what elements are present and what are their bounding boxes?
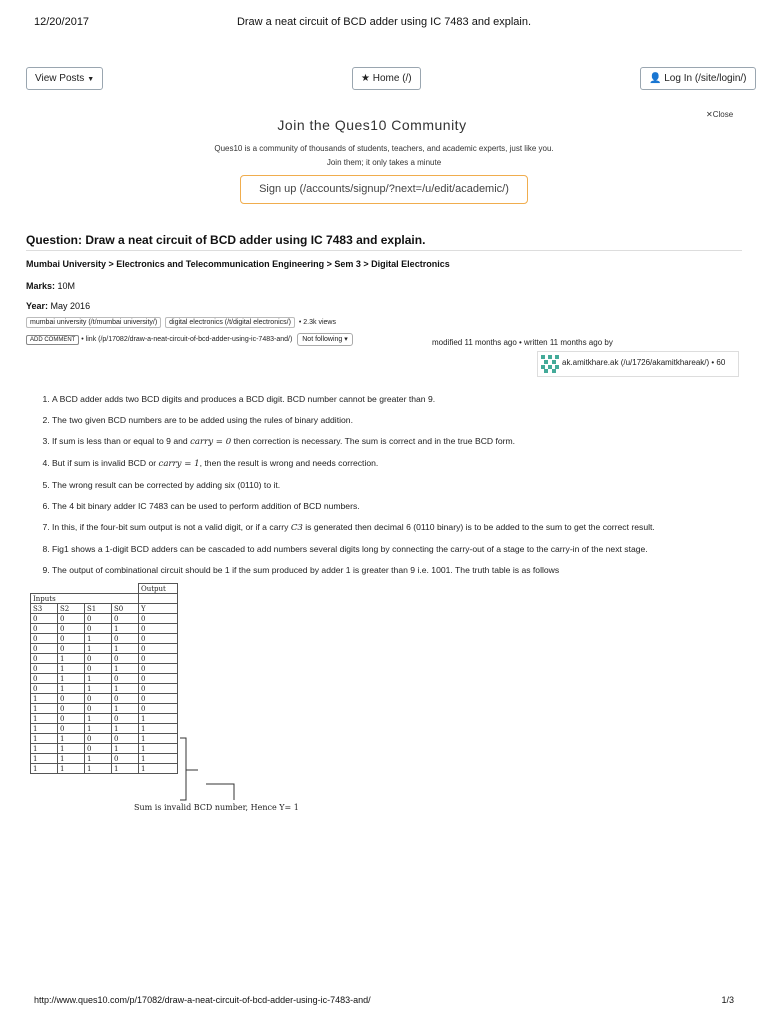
follow-label: Not following: [302, 336, 343, 343]
table-row: [31, 764, 178, 774]
item-text: In this, if the four-bit sum output is not a valid digit, or if a carry: [52, 522, 291, 532]
follow-dropdown[interactable]: [297, 333, 353, 346]
table-cell: 1: [139, 714, 178, 724]
print-date: 12/20/2017: [34, 16, 90, 28]
table-cell: 1: [58, 754, 85, 764]
permalink[interactable]: • link (/p/17082/draw-a-neat-circuit-of-bcd-adder-using-ic-7483-and/): [81, 336, 293, 343]
table-cell: 1: [112, 724, 139, 734]
item-text: , then the result is wrong and needs correction.: [199, 458, 379, 468]
post-info: modified 11 months ago • written 11 months ago by: [432, 338, 613, 347]
login-label: Log In (/site/login/): [664, 73, 747, 84]
item-text: The two given BCD numbers are to be added using the rules of binary addition.: [52, 415, 353, 425]
add-comment-button[interactable]: ADD COMMENT: [26, 335, 79, 345]
item-text: If sum is less than or equal to 9 and: [52, 436, 191, 446]
column-header: Y: [139, 604, 178, 614]
table-cell: 1: [85, 644, 112, 654]
column-header: S2: [58, 604, 85, 614]
item-text: The wrong result can be corrected by adding six (0110) to it.: [52, 480, 281, 490]
answer-list: [26, 394, 768, 586]
table-cell: 1: [85, 754, 112, 764]
login-button[interactable]: [640, 67, 756, 90]
footer-url: http://www.ques10.com/p/17082/draw-a-neat-circuit-of-bcd-adder-using-ic-7483-and/: [34, 995, 371, 1005]
table-cell: 0: [85, 734, 112, 744]
table-cell: 0: [112, 734, 139, 744]
user-icon: 👤: [649, 73, 662, 84]
table-cell: 0: [85, 614, 112, 624]
table-cell: 1: [85, 634, 112, 644]
table-cell: 0: [139, 694, 178, 704]
star-icon: ★: [361, 73, 370, 84]
table-cell: 0: [112, 674, 139, 684]
table-cell: 1: [139, 744, 178, 754]
view-posts-label: View Posts: [35, 73, 85, 84]
table-cell: 1: [139, 724, 178, 734]
table-cell: 0: [31, 644, 58, 654]
caret-down-icon: ▼: [87, 76, 95, 83]
list-item: [52, 522, 768, 533]
table-row: [31, 654, 178, 664]
join-desc-line2: Join them; it only takes a minute: [326, 158, 442, 167]
table-row: [31, 714, 178, 724]
truth-table: [30, 583, 178, 774]
table-cell: 1: [112, 644, 139, 654]
year-value: May 2016: [50, 301, 91, 311]
table-row: [31, 674, 178, 684]
marks-label: Marks:: [26, 281, 56, 291]
table-cell: 1: [31, 714, 58, 724]
table-cell: 1: [139, 754, 178, 764]
table-cell: 1: [112, 684, 139, 694]
table-cell: 0: [139, 624, 178, 634]
table-subheader: [31, 594, 178, 604]
table-row: [31, 634, 178, 644]
marks-value: 10M: [57, 281, 76, 291]
table-cell: 1: [112, 664, 139, 674]
avatar: [540, 354, 560, 374]
list-item: [52, 544, 768, 554]
table-cell: 0: [112, 694, 139, 704]
table-row: [31, 704, 178, 714]
table-cell: 1: [85, 764, 112, 774]
table-row: [31, 754, 178, 764]
tag-digital-electronics[interactable]: digital electronics (/t/digital electronics/): [165, 317, 295, 328]
table-cell: 0: [112, 654, 139, 664]
print-title: Draw a neat circuit of BCD adder using IC 7483 and explain.: [236, 16, 532, 28]
table-cell: 1: [85, 724, 112, 734]
table-cell: 0: [85, 664, 112, 674]
marks-row: [26, 281, 75, 291]
table-cell: 0: [139, 634, 178, 644]
table-cell: 1: [31, 754, 58, 764]
table-group-header: [31, 584, 178, 594]
table-cell: 0: [139, 704, 178, 714]
table-row: [31, 684, 178, 694]
table-cell: 1: [31, 704, 58, 714]
table-cell: 0: [58, 634, 85, 644]
table-row: [31, 724, 178, 734]
item-text: The 4 bit binary adder IC 7483 can be used to perform addition of BCD numbers.: [52, 501, 360, 511]
output-header: Output: [139, 584, 178, 594]
table-cell: 0: [31, 634, 58, 644]
table-cell: 1: [58, 744, 85, 754]
table-cell: 0: [139, 684, 178, 694]
table-cell: 0: [58, 704, 85, 714]
table-cell: 0: [112, 634, 139, 644]
table-cell: 1: [31, 744, 58, 754]
table-cell: 1: [139, 764, 178, 774]
table-cell: 0: [58, 724, 85, 734]
table-cell: 0: [31, 614, 58, 624]
column-header: S1: [85, 604, 112, 614]
table-cell: 0: [139, 664, 178, 674]
column-header: S3: [31, 604, 58, 614]
list-item: [52, 436, 768, 447]
table-cell: 1: [31, 764, 58, 774]
view-posts-button[interactable]: [26, 67, 103, 90]
table-cell: 0: [139, 674, 178, 684]
table-cell: 1: [85, 684, 112, 694]
table-cell: 0: [85, 624, 112, 634]
table-row: [31, 664, 178, 674]
divider: [26, 250, 742, 251]
inputs-header: [31, 584, 139, 594]
table-cell: 0: [58, 714, 85, 724]
table-cell: 0: [31, 674, 58, 684]
truth-table-note: Sum is invalid BCD number, Hence Y= 1: [134, 803, 299, 812]
table-cell: 1: [31, 734, 58, 744]
tag-mumbai-university[interactable]: mumbai university (/t/mumbai university/): [26, 317, 161, 328]
table-cell: 1: [85, 714, 112, 724]
table-row: [31, 744, 178, 754]
page-number: 1/3: [721, 995, 734, 1005]
home-label: Home (/): [372, 73, 412, 84]
table-cell: 0: [31, 654, 58, 664]
column-header-row: [31, 604, 178, 614]
item-text: then correction is necessary. The sum is correct and in the true BCD form.: [231, 436, 516, 446]
list-item: [52, 458, 768, 469]
join-title: Join the Ques10 Community: [277, 117, 467, 133]
bracket-annotation: [178, 736, 238, 806]
table-cell: 0: [139, 614, 178, 624]
table-cell: 0: [85, 694, 112, 704]
join-description: [0, 142, 768, 170]
question-title: Question: Draw a neat circuit of BCD adder using IC 7483 and explain.: [26, 233, 426, 247]
close-label: Close: [712, 110, 734, 119]
table-cell: 0: [31, 684, 58, 694]
action-row: [26, 335, 353, 343]
table-cell: 0: [139, 644, 178, 654]
table-cell: 1: [112, 624, 139, 634]
year-row: [26, 301, 90, 311]
table-cell: 1: [58, 684, 85, 694]
table-row: [31, 694, 178, 704]
table-cell: 1: [58, 734, 85, 744]
table-cell: 0: [112, 714, 139, 724]
table-row: [31, 624, 178, 634]
list-item: [52, 480, 768, 490]
list-item: [52, 415, 768, 425]
author-box[interactable]: [537, 351, 739, 377]
item-text: is generated then decimal 6 (0110 binary) is to be added to the sum to get the correct result.: [302, 522, 655, 532]
item-text: But if sum is invalid BCD or: [52, 458, 159, 468]
signup-button[interactable]: Sign up (/accounts/signup/?next=/u/edit/academic/): [240, 175, 528, 204]
table-cell: 0: [139, 654, 178, 664]
table-cell: 0: [85, 744, 112, 754]
inputs-label: Inputs: [31, 594, 139, 604]
table-cell: 1: [58, 654, 85, 664]
caret-down-icon: ▾: [342, 336, 348, 343]
table-cell: 0: [58, 694, 85, 704]
table-row: [31, 734, 178, 744]
table-cell: 1: [85, 674, 112, 684]
item-text: A BCD adder adds two BCD digits and produces a BCD digit. BCD number cannot be greater than 9.: [52, 394, 436, 404]
table-cell: 0: [58, 614, 85, 624]
table-cell: 1: [139, 734, 178, 744]
table-cell: 0: [85, 704, 112, 714]
table-cell: 1: [58, 674, 85, 684]
column-header: S0: [112, 604, 139, 614]
table-row: [31, 614, 178, 624]
math-expression: carry = 1: [158, 459, 200, 469]
table-cell: 0: [58, 644, 85, 654]
math-expression: C3: [290, 523, 303, 533]
table-cell: 1: [58, 764, 85, 774]
table-cell: 1: [31, 694, 58, 704]
item-text: The output of combinational circuit should be 1 if the sum produced by adder 1 is greater than 9 i.e. 1001. The truth table is as follows: [52, 565, 560, 575]
table-row: [31, 644, 178, 654]
join-desc-line1: Ques10 is a community of thousands of students, teachers, and academic experts, just like you.: [214, 144, 554, 153]
table-cell: 1: [112, 744, 139, 754]
year-label: Year:: [26, 301, 49, 311]
list-item: [52, 394, 768, 404]
list-item: [52, 565, 768, 575]
view-count: • 2.3k views: [298, 319, 336, 326]
table-cell: 0: [112, 614, 139, 624]
table-cell: 0: [58, 624, 85, 634]
breadcrumb[interactable]: Mumbai University > Electronics and Telecommunication Engineering > Sem 3 > Digital Electronics: [26, 259, 450, 269]
table-cell: 0: [112, 754, 139, 764]
table-cell: 1: [112, 704, 139, 714]
table-cell: 0: [31, 624, 58, 634]
home-button[interactable]: [352, 67, 421, 90]
table-cell: 1: [112, 764, 139, 774]
list-item: [52, 501, 768, 511]
item-text: Fig1 shows a 1-digit BCD adders can be cascaded to add numbers several digits long by connecting the carry-out of a stage to the carry-in of the next stage.: [52, 544, 648, 554]
table-cell: 0: [85, 654, 112, 664]
close-icon: ✕: [706, 110, 713, 119]
output-spacer: [139, 594, 178, 604]
math-expression: carry = 0: [190, 437, 232, 447]
table-cell: 0: [31, 664, 58, 674]
table-cell: 1: [58, 664, 85, 674]
author-name: ak.amitkhare.ak (/u/1726/akamitkhareak/) • 60: [562, 358, 726, 367]
table-cell: 1: [31, 724, 58, 734]
tag-row: [26, 319, 336, 326]
